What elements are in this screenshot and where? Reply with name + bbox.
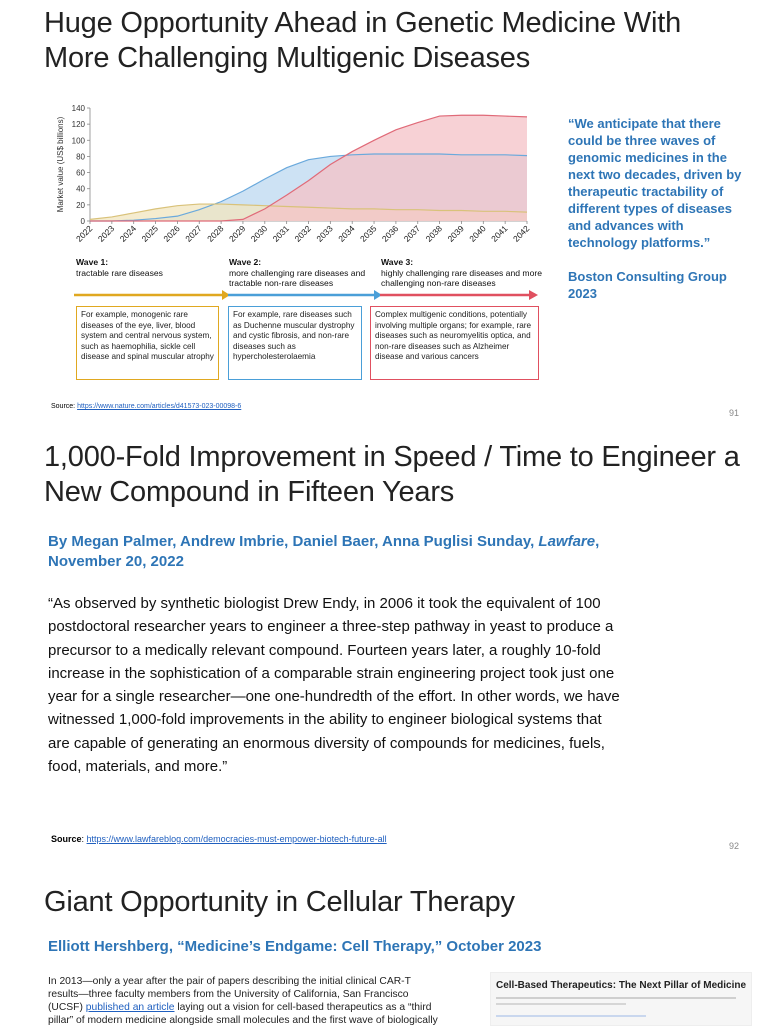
wave2-label xyxy=(229,257,374,289)
thumbnail-title: Cell-Based Therapeutics: The Next Pillar of Medicine xyxy=(496,980,747,991)
slide2-byline xyxy=(48,532,688,572)
wave3-box: Complex multigenic conditions, potentially involving multiple organs; for example, rare diseases such as neuromyelitis optica, and non-rare diseases such as Alzheimer disease and various cancers xyxy=(370,306,539,380)
slide3-body-line3 xyxy=(48,1001,488,1014)
wave3-subtitle: highly challenging rare diseases and more challenging non-rare diseases xyxy=(381,267,542,288)
x-tick-label: 2033 xyxy=(314,223,335,244)
endy-quote-line: year for a single researcher—one one-hundredth of the effort. In other words, we have xyxy=(48,688,620,706)
x-tick-label: 2034 xyxy=(336,223,357,244)
x-tick-label: 2025 xyxy=(139,223,160,244)
byline-authors: By Megan Palmer, Andrew Imbrie, Daniel Baer, Anna Puglisi Sunday, xyxy=(48,533,539,550)
slide2-title-line1: 1,000-Fold Improvement in Speed / Time to Engineer a xyxy=(44,441,740,473)
bcg-attribution-line2: 2023 xyxy=(568,286,597,301)
wave3-label xyxy=(381,257,546,289)
y-tick-label: 140 xyxy=(71,104,85,113)
slide1-page-number: 91 xyxy=(729,408,740,418)
bcg-attribution-line1: Boston Consulting Group xyxy=(568,269,727,284)
wave2-title: Wave 2: xyxy=(229,257,262,267)
y-tick-label: 100 xyxy=(71,136,85,146)
slide3-body xyxy=(48,975,488,1027)
x-tick-label: 2030 xyxy=(248,223,270,244)
slide3-byline: Elliott Hershberg, “Medicine’s Endgame: Cell Therapy,” October 2023 xyxy=(48,938,542,955)
slide1-source xyxy=(51,403,241,410)
wave1-title: Wave 1: xyxy=(76,257,109,267)
wave-arrows xyxy=(74,289,544,301)
slide1-title xyxy=(44,6,681,76)
x-tick-label: 2037 xyxy=(401,223,423,244)
slide3-body-line: results—three faculty members from the University of California, San Francisco xyxy=(48,989,409,1000)
slide2-page-number: 92 xyxy=(729,841,740,851)
wave2-subtitle: more challenging rare diseases and tractable non-rare diseases xyxy=(229,267,366,288)
slide2-source: Source: https://www.lawfareblog.com/democracies-must-empower-biotech-future-all xyxy=(51,834,387,844)
slide2-title-line2: New Compound in Fifteen Years xyxy=(44,476,455,508)
slide3-title: Giant Opportunity in Cellular Therapy xyxy=(44,886,515,918)
endy-quote xyxy=(48,592,738,778)
endy-quote-line: food, materials, and more.” xyxy=(48,758,228,776)
endy-quote-line: witnessed 1,000-fold improvements in the ability to engineer biological systems that xyxy=(48,711,602,729)
x-tick-label: 2038 xyxy=(423,223,445,244)
y-tick-label: 40 xyxy=(76,184,85,194)
y-tick-label: 80 xyxy=(76,152,85,162)
x-tick-label: 2023 xyxy=(95,223,117,244)
y-tick-label: 120 xyxy=(71,120,85,130)
byline-publication: Lawfare xyxy=(538,533,596,550)
wave1-label xyxy=(76,257,216,278)
x-tick-label: 2027 xyxy=(183,223,204,244)
wave2-box: For example, rare diseases such as Duchenne muscular dystrophy and cystic fibrosis, and non-rare diseases such as hypercholesterolaemia xyxy=(228,306,362,380)
x-tick-label: 2036 xyxy=(379,223,401,244)
x-tick-label: 2032 xyxy=(292,223,313,244)
byline-date: November 20, 2022 xyxy=(48,553,184,570)
published-article-link[interactable]: published an article xyxy=(85,1002,175,1013)
x-tick-label: 2040 xyxy=(467,223,488,244)
y-tick-label: 60 xyxy=(76,168,85,178)
slide1-title-line1: Huge Opportunity Ahead in Genetic Medicine With xyxy=(44,7,682,39)
slide1-source-link[interactable]: https://www.nature.com/articles/d41573-023-00098-6 xyxy=(77,403,242,410)
x-tick-label: 2029 xyxy=(226,223,248,244)
slide3-body-text: laying out a vision for cell-based therapeutics as a “third xyxy=(174,1002,432,1013)
bcg-quote-text: “We anticipate that there could be three waves of genomic medicines in the next two decades, driven by therapeutic tractability of different types of diseases and advances with technology platforms.” xyxy=(568,116,742,250)
slide1-title-line2: More Challenging Multigenic Diseases xyxy=(44,42,531,74)
wave3-title: Wave 3: xyxy=(381,257,414,267)
y-tick-label: 0 xyxy=(80,217,85,226)
endy-quote-line: are capable of generating an enormous diversity of compounds for medicines, fuels, xyxy=(48,734,605,752)
y-axis-label: Market value (US$ billions) xyxy=(56,116,65,213)
x-tick-label: 2039 xyxy=(445,223,466,244)
thumbnail-authors-line xyxy=(496,1015,646,1017)
x-tick-label: 2026 xyxy=(161,223,182,244)
endy-quote-line: “As observed by synthetic biologist Drew Endy, in 2006 it took the equivalent of 100 xyxy=(48,595,601,612)
genetic-medicine-chart xyxy=(52,100,552,390)
endy-quote-line: postdoctoral researcher years to engineer a three-step pathway in yeast to produce a xyxy=(48,618,614,636)
wave3-arrowhead xyxy=(529,290,538,300)
market-value-area-chart xyxy=(52,100,552,260)
slide2-source-label: Source xyxy=(51,834,82,844)
endy-quote-line: increase in the sophistication of a comparable strain engineering project took just one xyxy=(48,664,615,682)
slide2-source-link[interactable]: https://www.lawfareblog.com/democracies-must-empower-biotech-future-all xyxy=(86,834,387,844)
x-tick-label: 2035 xyxy=(358,223,379,244)
slide1-source-label: Source: xyxy=(51,403,76,410)
y-tick-label: 20 xyxy=(76,200,85,210)
x-tick-label: 2028 xyxy=(205,223,226,244)
slide3-body-line: In 2013—only a year after the pair of papers describing the initial clinical CAR-T xyxy=(48,976,411,987)
x-tick-label: 2042 xyxy=(510,223,532,244)
bcg-quote xyxy=(568,115,743,302)
wave1-subtitle: tractable rare diseases xyxy=(76,267,163,278)
thumbnail-text-line xyxy=(496,997,736,999)
x-tick-label: 2022 xyxy=(73,223,95,244)
article-thumbnail xyxy=(490,972,752,1026)
slide3-body-text: (UCSF) xyxy=(48,1002,86,1013)
slide2-title xyxy=(44,440,740,510)
endy-quote-line: precursor to a medically relevant compound. Fourteen years later, a roughly 10-fold xyxy=(48,641,601,659)
x-tick-label: 2041 xyxy=(489,223,510,244)
thumbnail-text-line xyxy=(496,1003,626,1005)
byline-comma: , xyxy=(595,533,600,550)
wave1-box: For example, monogenic rare diseases of the eye, liver, blood system and central nervous system, such as haemophilia, sickle cell disease and spinal muscular atrophy xyxy=(76,306,219,380)
slide3-body-line: pillar” of modern medicine alongside small molecules and the first wave of biologically xyxy=(48,1015,438,1026)
x-tick-label: 2031 xyxy=(270,223,292,244)
x-tick-label: 2024 xyxy=(117,223,139,244)
